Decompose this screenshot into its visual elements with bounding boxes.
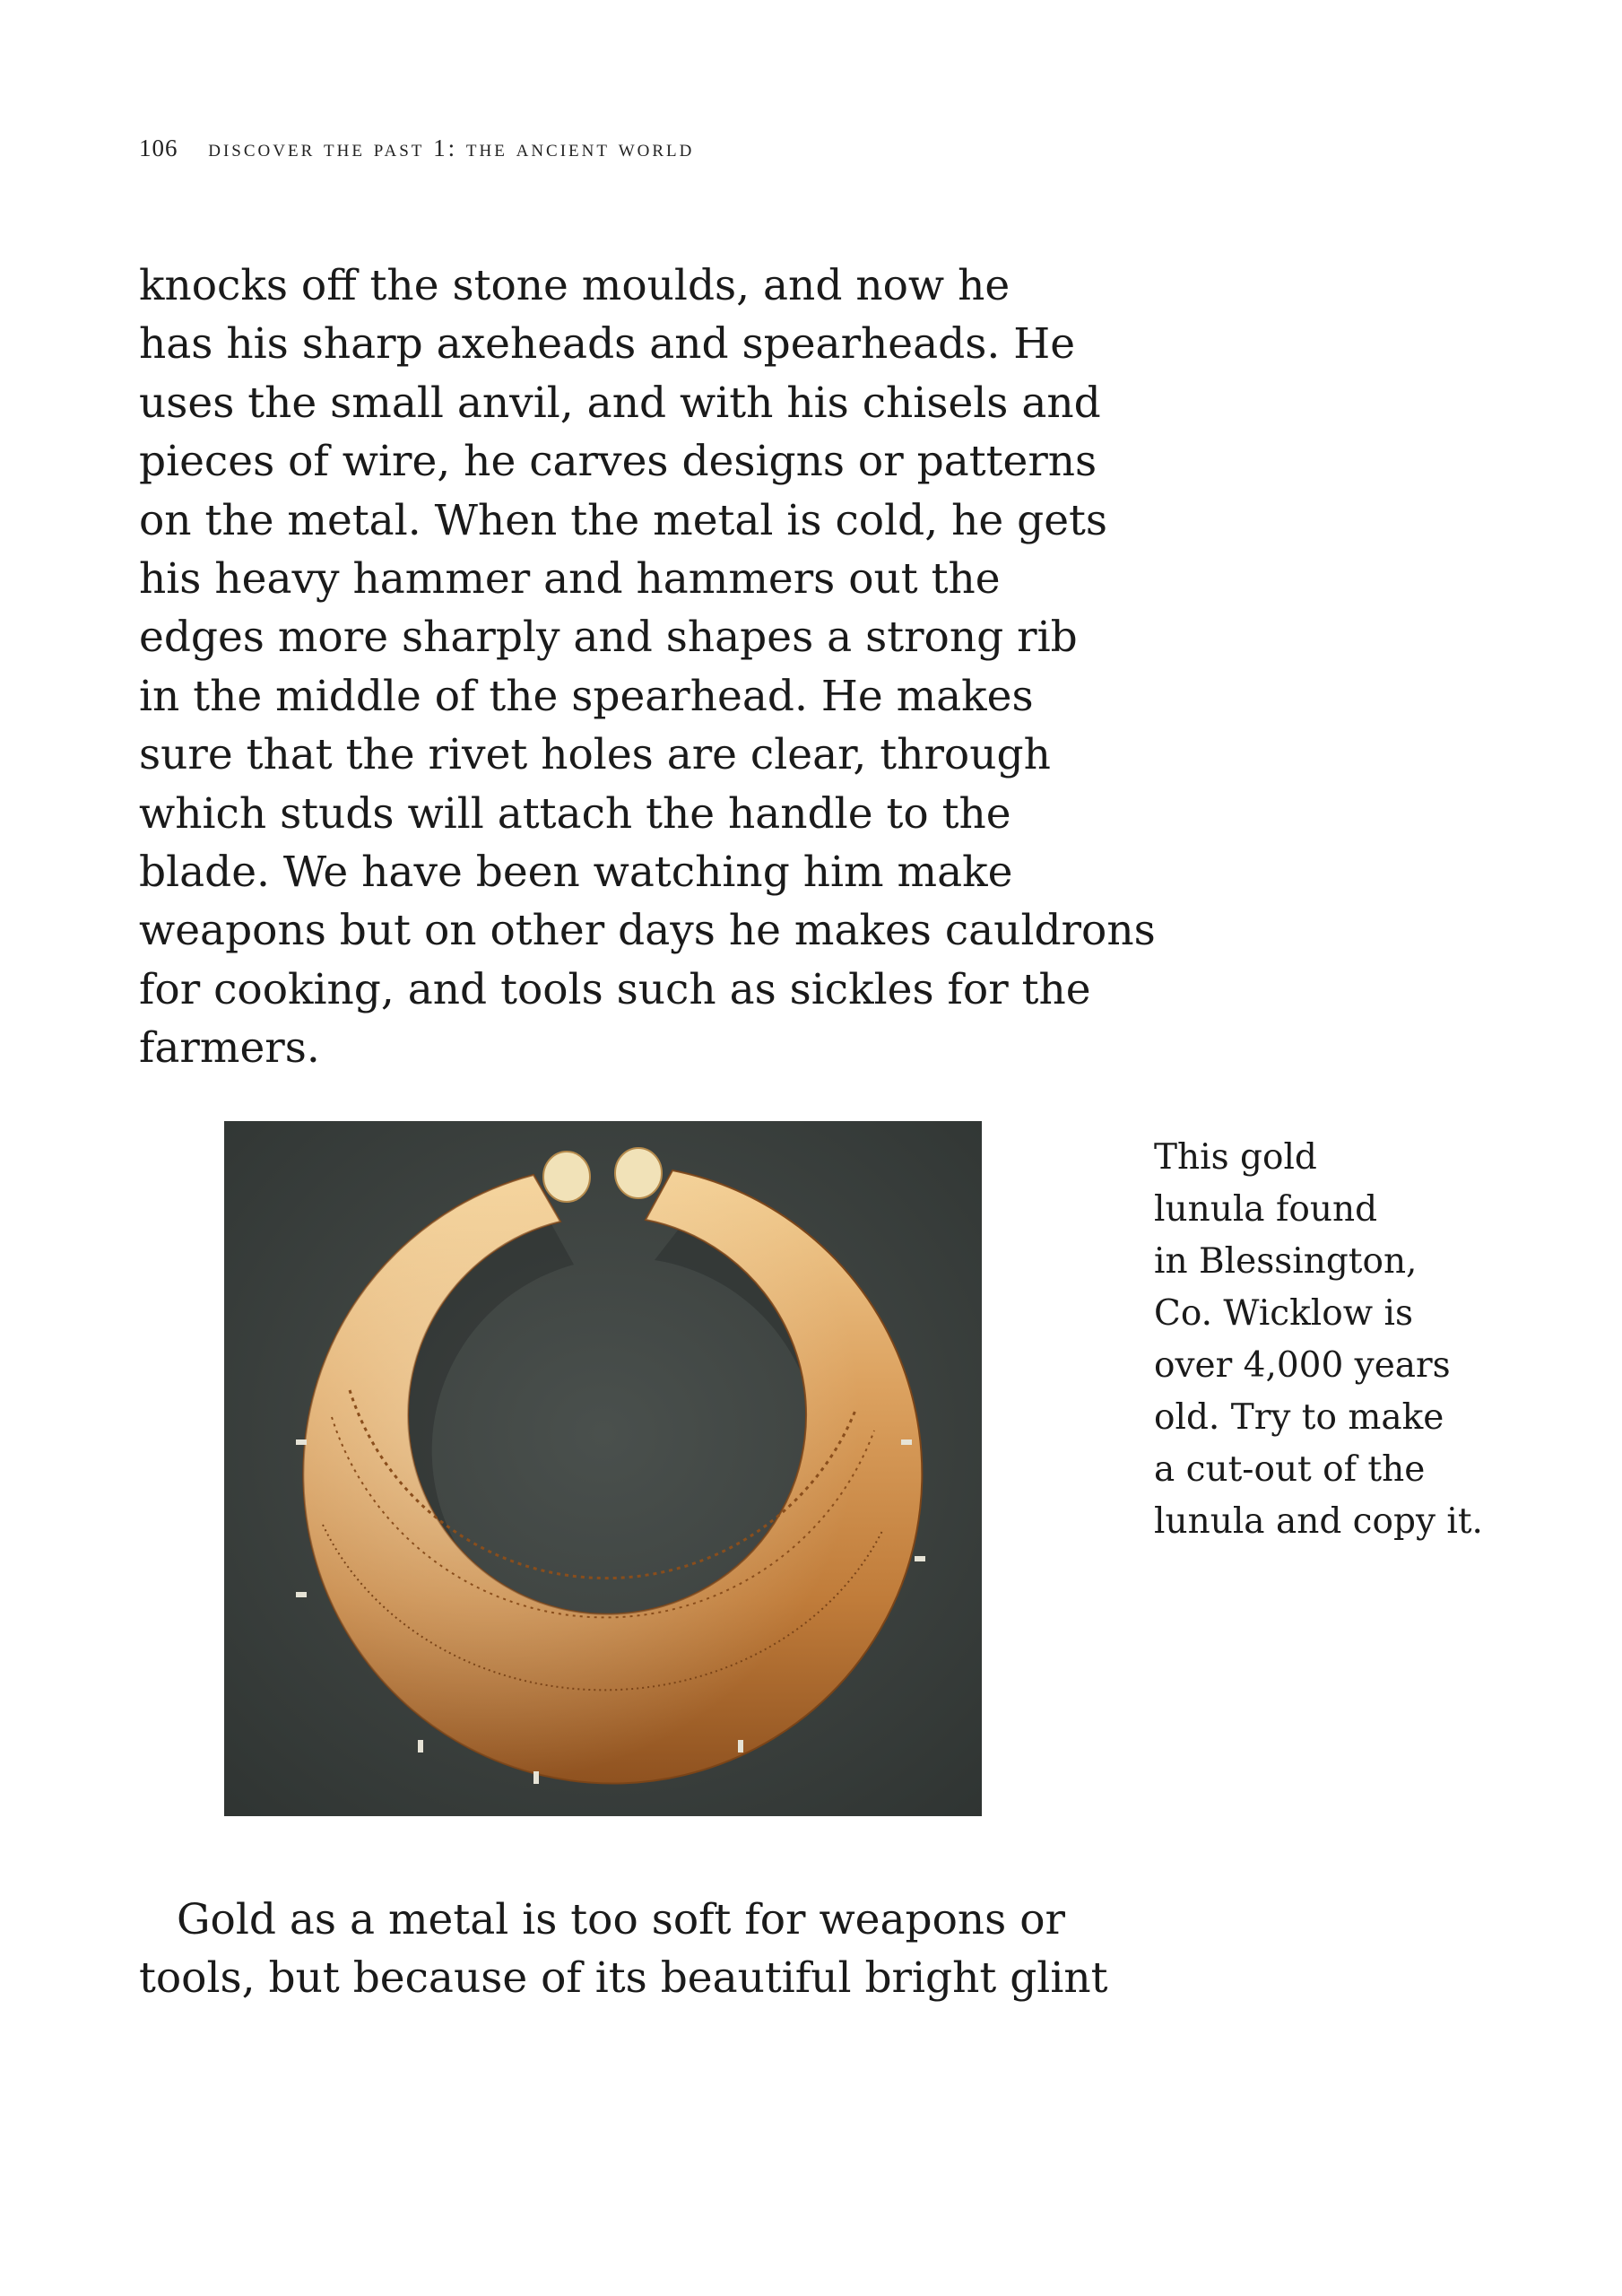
- paragraph-2: [139, 1891, 1152, 2008]
- book-title: discover the past 1: the ancient world: [208, 135, 695, 161]
- paragraph-1: [139, 257, 1156, 1078]
- lunula-photo: [224, 1121, 982, 1816]
- caption-line: Co. Wicklow is: [1154, 1293, 1413, 1334]
- caption-line: a cut-out of the: [1154, 1449, 1426, 1490]
- text-line: uses the small anvil, and with his chisels and: [139, 378, 1101, 428]
- figure-caption: [1154, 1132, 1531, 1548]
- lunula-terminal-right: [615, 1148, 662, 1198]
- caption-line: over 4,000 years: [1154, 1345, 1451, 1386]
- text-line: on the metal. When the metal is cold, he gets: [139, 495, 1108, 545]
- text-line: which studs will attach the handle to the: [139, 788, 1011, 839]
- text-line: tools, but because of its beautiful bright glint: [139, 1953, 1108, 2004]
- text-line: pieces of wire, he carves designs or patterns: [139, 437, 1097, 487]
- text-line: has his sharp axeheads and spearheads. He: [139, 319, 1076, 370]
- mounting-pin: [738, 1740, 743, 1752]
- running-head: [139, 135, 694, 162]
- mounting-pin: [915, 1556, 925, 1561]
- text-line: knocks off the stone moulds, and now he: [139, 261, 1010, 310]
- mounting-pin: [296, 1439, 307, 1445]
- gold-lunula-image: [224, 1121, 982, 1816]
- text-line: in the middle of the spearhead. He makes: [139, 671, 1034, 721]
- mounting-pin: [418, 1740, 423, 1752]
- caption-line: lunula found: [1154, 1189, 1378, 1230]
- mounting-pin: [901, 1439, 912, 1445]
- text-line: edges more sharply and shapes a strong rib: [139, 613, 1078, 663]
- text-line: weapons but on other days he makes cauldrons: [139, 906, 1156, 956]
- mounting-pin: [533, 1771, 539, 1784]
- lunula-terminal-left: [543, 1152, 590, 1202]
- text-line: his heavy hammer and hammers out the: [139, 554, 1001, 604]
- mounting-pin: [296, 1592, 307, 1597]
- caption-line: in Blessington,: [1154, 1241, 1418, 1282]
- caption-line: old. Try to make: [1154, 1397, 1444, 1438]
- caption-line: This gold: [1154, 1137, 1317, 1178]
- caption-line: lunula and copy it.: [1154, 1501, 1483, 1542]
- text-line: Gold as a metal is too soft for weapons or: [177, 1895, 1065, 1944]
- text-line: for cooking, and tools such as sickles for the: [139, 964, 1091, 1014]
- text-line: farmers.: [139, 1023, 320, 1074]
- text-line: blade. We have been watching him make: [139, 848, 1013, 898]
- page-number: 106: [139, 135, 178, 161]
- text-line: sure that the rivet holes are clear, through: [139, 730, 1051, 780]
